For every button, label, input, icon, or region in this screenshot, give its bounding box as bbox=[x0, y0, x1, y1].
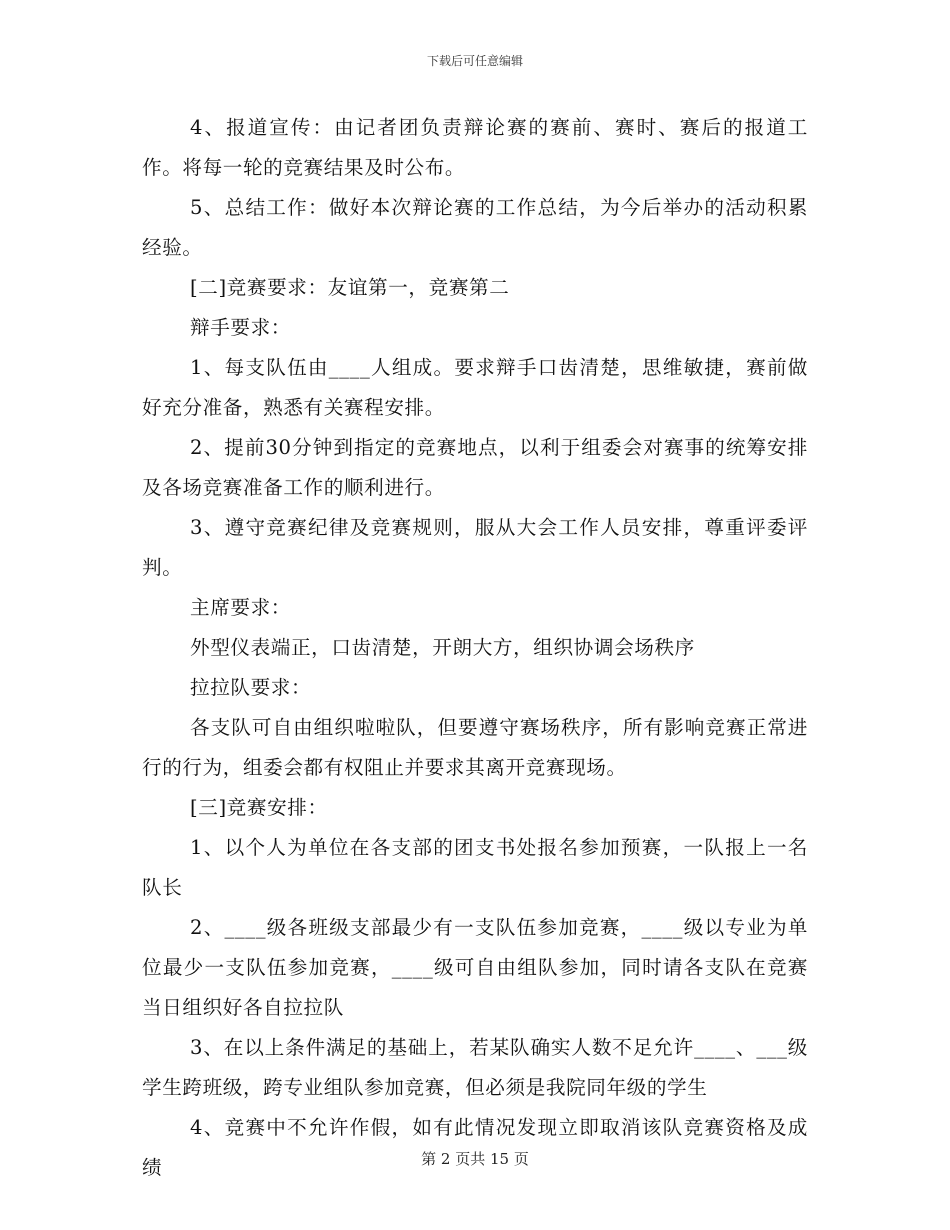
sub-heading: 辩手要求： bbox=[190, 316, 291, 339]
paragraph: 1、以个人为单位在各支部的团支书处报名参加预赛，一队报上一名队长 bbox=[142, 836, 808, 899]
paragraph: 4、报道宣传：由记者团负责辩论赛的赛前、赛时、赛后的报道工作。将每一轮的竞赛结果及时公布。 bbox=[142, 116, 808, 179]
sub-heading: 主席要求： bbox=[190, 596, 291, 619]
paragraph: 2、____级各班级支部最少有一支队伍参加竞赛，____级以专业为单位最少一支队伍参加竞赛，____级可自由组队参加，同时请各支队在竞赛当日组织好各自拉拉队 bbox=[142, 916, 808, 1019]
section-heading: [二]竞赛要求：友谊第一，竞赛第二 bbox=[190, 276, 510, 299]
paragraph: 外型仪表端正，口齿清楚，开朗大方，组织协调会场秩序 bbox=[190, 636, 695, 659]
document-body bbox=[142, 108, 808, 1188]
page-header: 下载后可任意编辑 bbox=[426, 54, 523, 68]
paragraph: 2、提前30分钟到指定的竞赛地点，以利于组委会对赛事的统筹安排及各场竞赛准备工作的顺利进行。 bbox=[142, 436, 808, 499]
section-heading: [三]竞赛安排： bbox=[190, 796, 328, 819]
paragraph: 3、在以上条件满足的基础上，若某队确实人数不足允许____、___级学生跨班级，跨专业组队参加竞赛，但必须是我院同年级的学生 bbox=[142, 1036, 808, 1099]
paragraph: 3、遵守竞赛纪律及竞赛规则，服从大会工作人员安排，尊重评委评判。 bbox=[142, 516, 808, 579]
sub-heading: 拉拉队要求： bbox=[190, 676, 312, 699]
page-footer: 第 2 页共 15 页 bbox=[421, 1150, 529, 1168]
paragraph: 4、竞赛中不允许作假，如有此情况发现立即取消该队竞赛资格及成绩 bbox=[142, 1116, 808, 1179]
paragraph: 5、总结工作：做好本次辩论赛的工作总结，为今后举办的活动积累经验。 bbox=[142, 196, 808, 259]
paragraph: 各支队可自由组织啦啦队，但要遵守赛场秩序，所有影响竞赛正常进行的行为，组委会都有权阻止并要求其离开竞赛现场。 bbox=[142, 716, 808, 779]
paragraph: 1、每支队伍由____人组成。要求辩手口齿清楚，思维敏捷，赛前做好充分准备，熟悉有关赛程安排。 bbox=[142, 356, 808, 419]
